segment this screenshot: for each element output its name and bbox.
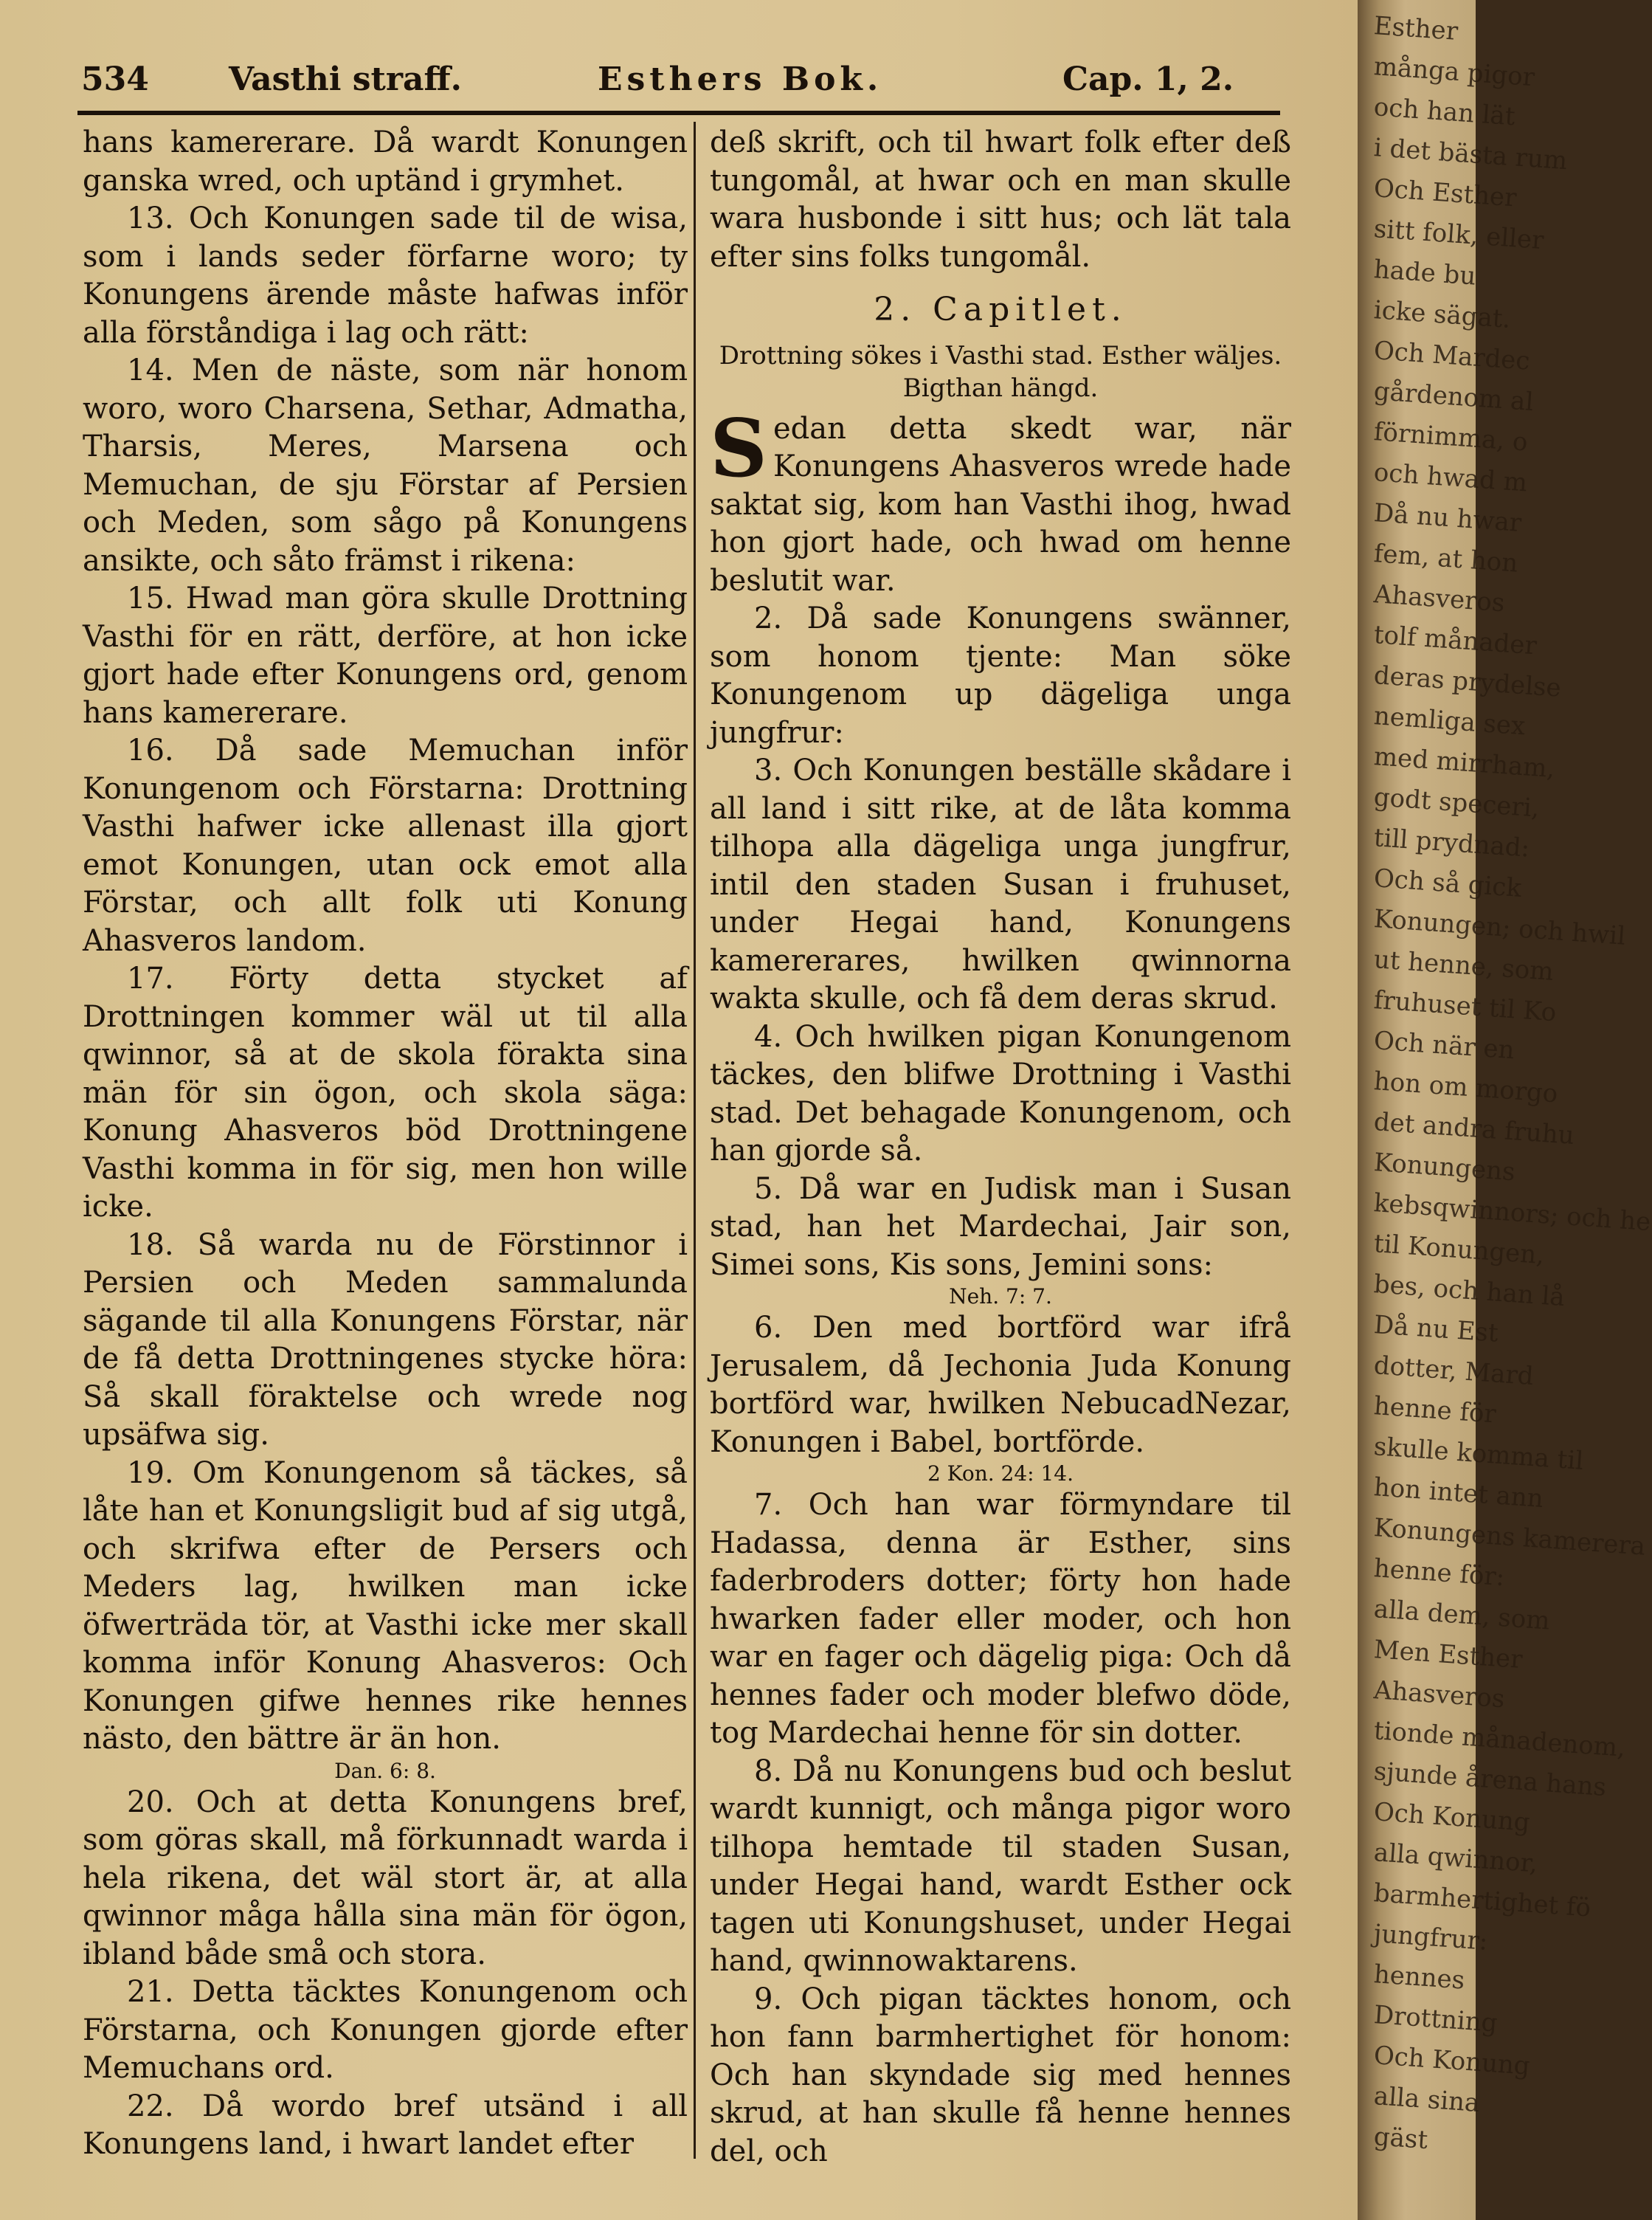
next-page-edge bbox=[1358, 0, 1652, 2220]
next-page-edge-line: kebsqwinnors; och he bbox=[1372, 1188, 1652, 1238]
verse-19: 19. Om Konungenom så täckes, så låte han et Konungsligit bud af sig utgå, och skrifwa efter de Persers och Meders lag, hwilken man icke öfwerträda tör, at Vasthi icke mer skall komma inför Konung Ahasveros: Och Konungen gifwe hennes rike hennes nästo, den bättre är än hon. bbox=[83, 1455, 688, 1756]
drop-cap: S bbox=[710, 401, 767, 495]
next-page-edge-line: Esther bbox=[1372, 11, 1459, 46]
cross-reference: 2 Kon. 24: 14. bbox=[927, 1461, 1074, 1486]
running-title-right: Cap. 1, 2. bbox=[1062, 61, 1234, 98]
next-page-edge-line: förnimma, o bbox=[1372, 417, 1529, 458]
next-page-edge-line: och hwad m bbox=[1372, 458, 1529, 498]
next-page-edge-line: Konungens bbox=[1372, 1148, 1516, 1187]
verse-21: 21. Detta täcktes Konungenom och Förstarna, och Konungen gjorde efter Memuchans ord. bbox=[83, 1975, 688, 2085]
next-page-edge-line: gäst bbox=[1372, 2122, 1429, 2156]
verse-13: 13. Och Konungen sade til de wisa, som i lands seder förfarne woro; ty Konungens ärende måste hafwas inför alla förståndiga i lag och rätt: bbox=[83, 201, 688, 350]
next-page-edge-line: nemliga sex bbox=[1372, 701, 1527, 742]
next-page-edge-line: Konungen; och hwil bbox=[1372, 904, 1627, 951]
next-page-edge-line: fem, at hon bbox=[1372, 539, 1519, 579]
verse-22: 22. Då wordo bref utsänd i all Konungens land, i hwart landet efter bbox=[83, 2089, 688, 2161]
verse-9: 9. Och pigan täcktes honom, och hon fann barmhertighet för honom: Och han skyndade sig med hennes skrud, at han skulle få henne hennes del, och bbox=[710, 1982, 1291, 2168]
next-page-edge-line: det andra fruhu bbox=[1372, 1107, 1575, 1151]
next-page-edge-line: sjunde årena hans bbox=[1372, 1757, 1608, 1802]
next-page-edge-line: bes, och han lå bbox=[1372, 1269, 1566, 1313]
next-page-edge-line: gårdenom al bbox=[1372, 376, 1535, 418]
next-page-edge-line: Och när en bbox=[1372, 1026, 1516, 1066]
next-page-edge-line: alla sina bbox=[1372, 2081, 1481, 2118]
verse-4: 4. Och hwilken pigan Konungenom täckes, den blifwe Drottning i Vasthi stad. Det behagade Konungenom, och han gjorde så. bbox=[710, 1019, 1291, 1168]
running-header bbox=[81, 61, 1276, 112]
next-page-edge-line: hade bu bbox=[1372, 255, 1477, 292]
paragraph-continuation: hans kamererare. Då wardt Konungen ganska wred, och uptänd i grymhet. bbox=[83, 125, 688, 198]
next-page-edge-line: alla qwinnor, bbox=[1372, 1838, 1539, 1879]
next-page-edge-line: alla dem, som bbox=[1372, 1594, 1551, 1636]
next-page-edge-line: i det bästa rum bbox=[1372, 133, 1569, 176]
next-page-edge-line: Drottning bbox=[1372, 2000, 1499, 2038]
next-page-edge-line: Då nu hwar bbox=[1372, 498, 1523, 538]
next-page-edge-line: henne för bbox=[1372, 1391, 1498, 1430]
running-title-center: Esthers Bok. bbox=[598, 61, 883, 98]
verse-2: 2. Då sade Konungens swänner, som honom tjente: Man söke Konungenom up dägeliga unga jungfrur: bbox=[710, 601, 1291, 750]
header-rule bbox=[77, 111, 1280, 115]
next-page-edge-line: med mirrham, bbox=[1372, 742, 1556, 785]
next-page-edge-line: tolf månader bbox=[1372, 620, 1538, 661]
paragraph-continuation: deß skrift, och til hwart folk efter deß tungomål, at hwar och en man skulle wara husbonde i sitt hus; och lät tala efter sins folks tungomål. bbox=[710, 125, 1291, 274]
next-page-edge-line: Då nu Est bbox=[1372, 1310, 1499, 1348]
next-page-edge-line: och han lät bbox=[1372, 92, 1516, 132]
next-page-edge-line: hennes bbox=[1372, 1959, 1466, 1996]
verse-16: 16. Då sade Memuchan inför Konungenom och Förstarna: Drottning Vasthi hafwer icke allenast illa gjort emot Konungen, utan ock emot alla Förstar, och allt folk uti Konung Ahasveros landom. bbox=[83, 734, 688, 958]
next-page-edge-line: Och Konung bbox=[1372, 1797, 1531, 1838]
next-page-edge-line: Och Esther bbox=[1372, 173, 1518, 213]
chapter-first-verse-text: edan detta skedt war, när Konungens Ahasveros wrede hade saktat sig, kom han Vasthi ihog, hwad hon gjort hade, och hwad om henne beslutit war. bbox=[710, 411, 1291, 598]
next-page-edge-line: icke sägat. bbox=[1372, 295, 1512, 334]
next-page-edge-line: Ahasveros bbox=[1372, 579, 1506, 618]
left-column bbox=[83, 124, 688, 2164]
verse-17: 17. Förty detta stycket af Drottningen kommer wäl ut til alla qwinnor, så at de skola förakta sina män för sin ögon, och skola säga: Konung Ahasveros böd Drottningene Vasthi komma in för sig, men hon wille icke. bbox=[83, 962, 688, 1224]
chapter-first-verse bbox=[710, 401, 1291, 601]
next-page-edge-line: dotter, Mard bbox=[1372, 1351, 1535, 1392]
page-number: 534 bbox=[81, 61, 149, 98]
column-divider bbox=[694, 122, 696, 2159]
next-page-edge-line: til Konungen, bbox=[1372, 1229, 1546, 1271]
next-page-edge-line: sitt folk, eller bbox=[1372, 214, 1545, 256]
verse-6: 6. Den med bortförd war ifrå Jerusalem, då Jechonia Juda Konung bortförd war, hwilken NebucadNezar, Konungen i Babel, bortförde. bbox=[710, 1311, 1291, 1459]
verse-18: 18. Så warda nu de Förstinnor i Persien och Meden sammalunda sägande til alla Konungens Förstar, när de få detta Drottningenes stycke höra: Så skall föraktelse och wrede nog upsäfwa sig. bbox=[83, 1227, 688, 1452]
next-page-edge-line: godt speceri, bbox=[1372, 782, 1541, 824]
next-page-edge-line: henne för: bbox=[1372, 1554, 1506, 1593]
next-page-edge-line: deras prydelse bbox=[1372, 661, 1563, 703]
cross-reference: Dan. 6: 8. bbox=[334, 1758, 436, 1783]
next-page-edge-line: många pigor bbox=[1372, 52, 1536, 93]
verse-20: 20. Och at detta Konungens bref, som göras skall, må förkunnadt warda i hela rikena, det wäl stort är, at alla qwinnor måga hålla sina män för ögon, ibland både små och stora. bbox=[83, 1785, 688, 1971]
next-page-edge-line: ut henne, som bbox=[1372, 945, 1555, 987]
verse-3: 3. Och Konungen beställe skådare i all land i sitt rike, at de låta komma tilhopa alla dägeliga unga jungfrur, intil den staden Susan i fruhuset, under Hegai hand, Konungens kamererares, hwilken qwinnorna wakta skulle, och få dem deras skrud. bbox=[710, 754, 1291, 1016]
running-title-left: Vasthi straff. bbox=[229, 61, 462, 98]
next-page-edge-line: Och Mardec bbox=[1372, 336, 1531, 376]
cross-reference: Neh. 7: 7. bbox=[949, 1284, 1052, 1309]
chapter-summary: Drottning sökes i Vasthi stad. Esther wäljes. Bigthan hängd. bbox=[719, 340, 1282, 403]
next-page-edge-line: tionde månadenom, bbox=[1372, 1716, 1627, 1763]
next-page-edge-line: fruhuset til Ko bbox=[1372, 985, 1558, 1028]
next-page-edge-line: Konungens kamerera bbox=[1372, 1513, 1647, 1562]
verse-5: 5. Då war en Judisk man i Susan stad, han het Mardechai, Jair son, Simei sons, Kis sons, Jemini sons: bbox=[710, 1171, 1291, 1282]
verse-8: 8. Då nu Konungens bud och beslut wardt kunnigt, och många pigor woro tilhopa hemtade til staden Susan, under Hegai hand, wardt Esther ock tagen uti Konungshuset, under Hegai hand, qwinnowaktarens. bbox=[710, 1754, 1291, 1978]
next-page-edge-line: hon intet ann bbox=[1372, 1472, 1545, 1514]
verse-15: 15. Hwad man göra skulle Drottning Vasthi för en rätt, derföre, at hon icke gjort hade efter Konungens ord, genom hans kamererare. bbox=[83, 582, 688, 730]
chapter-title: 2. Capitlet. bbox=[874, 291, 1127, 328]
next-page-edge-line: till prydnad: bbox=[1372, 823, 1531, 863]
right-column bbox=[710, 124, 1291, 2171]
verse-14: 14. Men de näste, som när honom woro, woro Charsena, Sethar, Admatha, Tharsis, Meres, Marsena och Memuchan, de sju Förstar af Persien och Meden, som sågo på Konungens ansikte, och såto främst i rikena: bbox=[83, 354, 688, 578]
next-page-edge-line: Och så gick bbox=[1372, 863, 1523, 903]
next-page-edge-line: Ahasveros bbox=[1372, 1675, 1506, 1714]
next-page-edge-line: skulle komma til bbox=[1372, 1432, 1585, 1476]
next-page-edge-line: Men Esther bbox=[1372, 1635, 1524, 1675]
next-page-edge-line: barmhertighet fö bbox=[1372, 1878, 1592, 1923]
verse-7: 7. Och han war förmyndare til Hadassa, denna är Esther, sins faderbroders dotter; förty hon hade hwarken fader eller moder, och hon war en fager och dägelig piga: Och då hennes fader och moder blefwo döde, tog Mardechai henne för sin dotter. bbox=[710, 1488, 1291, 1750]
next-page-edge-line: Och Konung bbox=[1372, 2041, 1531, 2081]
next-page-edge-line: jungfrur: bbox=[1372, 1919, 1489, 1957]
next-page-edge-line: hon om morgo bbox=[1372, 1066, 1559, 1109]
